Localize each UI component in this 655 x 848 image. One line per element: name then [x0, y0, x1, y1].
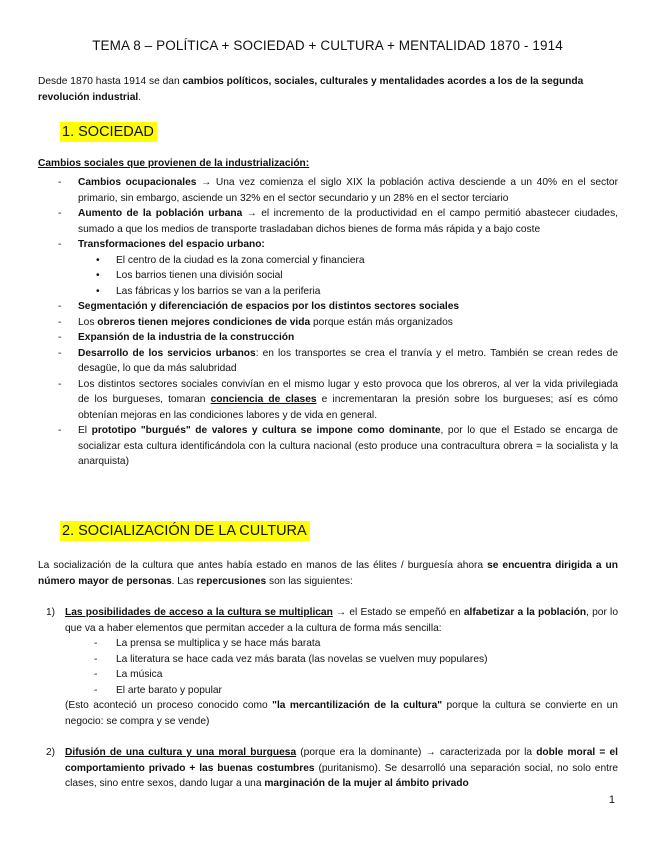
item-text: porque están más organizados: [310, 316, 453, 328]
sub-list-item: [38, 636, 618, 652]
p2-bold3: marginación de la mujer al ámbito privado: [264, 778, 469, 789]
list-item: [38, 346, 618, 377]
list-item: [38, 315, 618, 331]
p2-mid2: (puritanismo). Se desarrolló una separación social, no solo entre clases, sino entre sexos, dando lugar a una: [65, 762, 618, 789]
sub-list-item: [38, 652, 618, 668]
sub-list-item: [38, 268, 618, 284]
s2-intro-bold2: repercusiones: [196, 575, 267, 587]
sub-list-item: [38, 253, 618, 269]
section1-subtitle: Cambios sociales que provienen de la industrialización:: [38, 158, 310, 169]
sub-item-text: Las fábricas y los barrios se van a la periferia: [116, 285, 321, 297]
s2-intro-end: son las siguientes:: [266, 575, 353, 587]
section-heading-sociedad: [60, 122, 157, 142]
p2-mid: (porque era la dominante) → caracterizada por la: [296, 747, 537, 758]
p2-bold-underlined: Difusión de una cultura y una moral burguesa: [65, 747, 297, 758]
section-heading-text: 1. SOCIEDAD: [62, 124, 154, 140]
p1-end: , por lo que va a haber elementos que permitan acceder a la cultura de forma más sencilla:: [65, 607, 618, 634]
numbered-point-1: [38, 605, 618, 729]
p1-bold-underlined: Las posibilidades de acceso a la cultura se multiplican: [65, 607, 333, 618]
sub-list-item: [38, 284, 618, 300]
p1-note: [38, 698, 618, 729]
p2-bold2: doble moral = el comportamiento privado + las buenas costumbres: [65, 747, 618, 774]
item-bold: obreros tienen mejores condiciones de vida: [97, 316, 311, 328]
sub-item-text: El arte barato y popular: [116, 684, 222, 696]
dash-marker: -: [58, 378, 62, 390]
sub-item-text: La prensa se multiplica y se hace más barata: [116, 638, 321, 649]
document-title: TEMA 8 – POLÍTICA + SOCIEDAD + CULTURA + MENTALIDAD 1870 - 1914: [92, 38, 563, 53]
bullet-marker: •: [96, 285, 100, 297]
note-pre: (Esto aconteció un proceso conocido como: [65, 700, 273, 711]
sub-item-text: El centro de la ciudad es la zona comercial y financiera: [116, 254, 365, 266]
intro-end: .: [138, 91, 142, 103]
dash-marker: -: [94, 653, 98, 665]
note-end: porque la cultura se convierte en un negocio: se compra y se vende): [65, 700, 618, 727]
sub-list-item: [38, 667, 618, 683]
p1-mid: → el Estado se empeñó en: [332, 607, 464, 618]
item-text: : en los transportes se crea el tranvía y el metro. También se crean redes de desagüe, lo que da más salubridad: [78, 347, 619, 374]
numbered-item: [38, 605, 618, 636]
item-bold: prototipo "burgués" de valores y cultura se impone como dominante: [91, 425, 441, 436]
dash-marker: -: [94, 669, 98, 680]
dash-marker: -: [58, 239, 62, 250]
item-bold: Transformaciones del espacio urbano:: [78, 239, 265, 250]
item-text: e incrementaran la presión sobre los burgueses; así es cómo obtenían mejoras en las condiciones labores y de vida en general.: [78, 394, 618, 421]
section-heading-socializacion: [60, 521, 310, 541]
page-number: 1: [608, 794, 615, 806]
bullet-marker: •: [96, 270, 100, 281]
numbered-point-2: [38, 745, 618, 792]
list-item: [38, 377, 618, 424]
section2-intro: [38, 558, 618, 589]
sub-item-text: Los barrios tienen una división social: [116, 270, 283, 281]
sub-item-text: La literatura se hace cada vez más barata (las novelas se vuelven muy populares): [116, 653, 488, 665]
dash-marker: -: [58, 347, 62, 359]
list-item: [38, 206, 618, 237]
section-heading-text: 2. SOCIALIZACIÓN DE LA CULTURA: [62, 523, 307, 539]
sub-list-item: [38, 683, 618, 699]
section1-list: [38, 175, 618, 470]
dash-marker: -: [94, 684, 98, 696]
dash-marker: -: [58, 316, 62, 328]
intro-paragraph: [38, 74, 618, 105]
bullet-marker: •: [96, 254, 100, 266]
item-text: → el incremento de la productividad en el campo permitió abastecer ciudades, sumado a que los medios de transporte trasladaban dichos bienes de forma más rápida y a bajo coste: [78, 208, 618, 235]
item-bold: Cambios ocupacionales: [78, 177, 197, 188]
item-pre: El: [78, 425, 92, 436]
item-bold: Aumento de la población urbana: [78, 208, 243, 219]
item-pre: Los: [78, 316, 98, 328]
s2-intro-pre: La socialización de la cultura que antes había estado en manos de las élites / burguesía ahora: [38, 560, 488, 571]
item-text: → Una vez comienza el siglo XIX la población activa desciende a un 40% en el sector primario, sin embargo, asciende un 32% en el sector secundario y un 28% en el sector terciario: [78, 177, 618, 204]
item-pre: Los distintos sectores sociales convivían en el mismo lugar y esto provoca que los obreros, al ver la vida privilegiada de los burgueses, tomaran: [78, 378, 618, 405]
item-bold: Desarrollo de los servicios urbanos: [78, 347, 256, 359]
list-item: [38, 237, 618, 253]
dash-marker: -: [58, 177, 62, 188]
dash-marker: -: [58, 425, 62, 436]
item-bold: Expansión de la industria de la construcción: [78, 332, 295, 343]
list-item: [38, 423, 618, 470]
dash-marker: -: [58, 301, 62, 312]
list-item: [38, 330, 618, 346]
item-text: , por lo que el Estado se encarga de socializar esta cultura identificándola con la cultura nacional (esto produce una contracultura obrera = la socialista y la anarquista): [78, 425, 618, 467]
p1-bold2: alfabetizar a la población: [463, 607, 587, 618]
item-bold-underlined: conciencia de clases: [210, 394, 317, 405]
item-bold: Segmentación y diferenciación de espacios por los distintos sectores sociales: [78, 301, 460, 312]
note-bold: "la mercantilización de la cultura": [272, 700, 443, 711]
intro-text: Desde 1870 hasta 1914 se dan: [38, 76, 183, 87]
dash-marker: -: [58, 208, 62, 219]
dash-marker: -: [58, 332, 62, 343]
number-marker: 1): [46, 607, 56, 618]
s2-intro-bold: se encuentra dirigida a un número mayor de personas: [38, 560, 618, 587]
number-marker: 2): [46, 747, 56, 758]
numbered-item: [38, 745, 618, 792]
list-item: [38, 299, 618, 315]
intro-bold: cambios políticos, sociales, culturales y mentalidades acordes a los de la segunda revolución industrial: [38, 76, 584, 103]
dash-marker: -: [94, 638, 98, 649]
list-item: [38, 175, 618, 206]
s2-intro-mid: . Las: [171, 575, 197, 587]
sub-item-text: La música: [116, 669, 163, 680]
